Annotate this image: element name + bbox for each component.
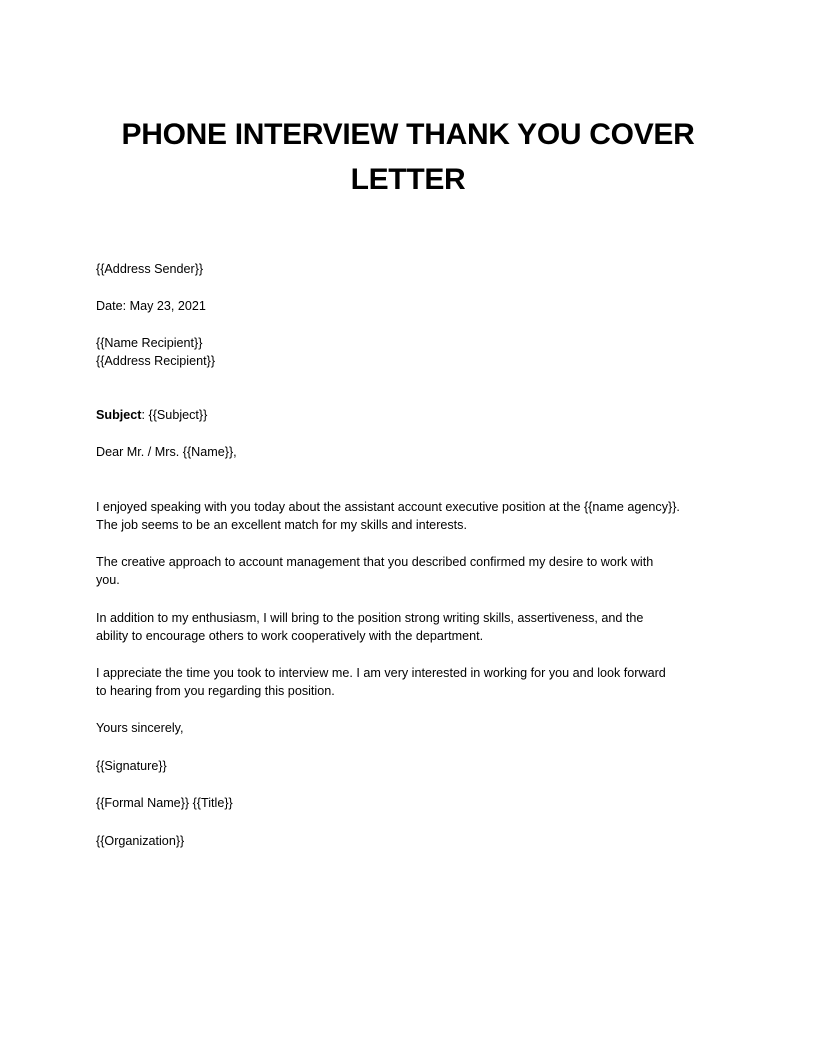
paragraph-4-line-1: I appreciate the time you took to interview me. I am very interested in working for you and look forward [96, 666, 666, 680]
signature: {{Signature}} [96, 759, 167, 773]
organization: {{Organization}} [96, 834, 185, 848]
page-title: PHONE INTERVIEW THANK YOU COVER LETTER [121, 118, 695, 196]
paragraph-3-line-2: ability to encourage others to work cooperatively with the department. [96, 629, 484, 643]
address-recipient: {{Address Recipient}} [96, 354, 216, 368]
paragraph-3-line-1: In addition to my enthusiasm, I will bring to the position strong writing skills, assertiveness, and the [96, 611, 644, 625]
paragraph-1-line-1: I enjoyed speaking with you today about the assistant account executive position at the {{name agency}}. [96, 500, 680, 514]
name-recipient: {{Name Recipient}} [96, 336, 203, 350]
closing: Yours sincerely, [96, 721, 184, 735]
address-sender: {{Address Sender}} [96, 262, 204, 276]
letter-date: Date: May 23, 2021 [96, 299, 206, 313]
paragraph-2-line-1: The creative approach to account management that you described confirmed my desire to work with [96, 555, 654, 569]
paragraph-1-line-2: The job seems to be an excellent match for my skills and interests. [96, 518, 467, 532]
subject-value: : {{Subject}} [141, 408, 208, 422]
salutation: Dear Mr. / Mrs. {{Name}}, [96, 445, 237, 459]
subject-label: Subject [96, 408, 142, 422]
paragraph-4-line-2: to hearing from you regarding this position. [96, 684, 335, 698]
formal-name-title: {{Formal Name}} {{Title}} [96, 796, 233, 810]
paragraph-2-line-2: you. [96, 573, 120, 587]
subject-line [96, 406, 736, 424]
